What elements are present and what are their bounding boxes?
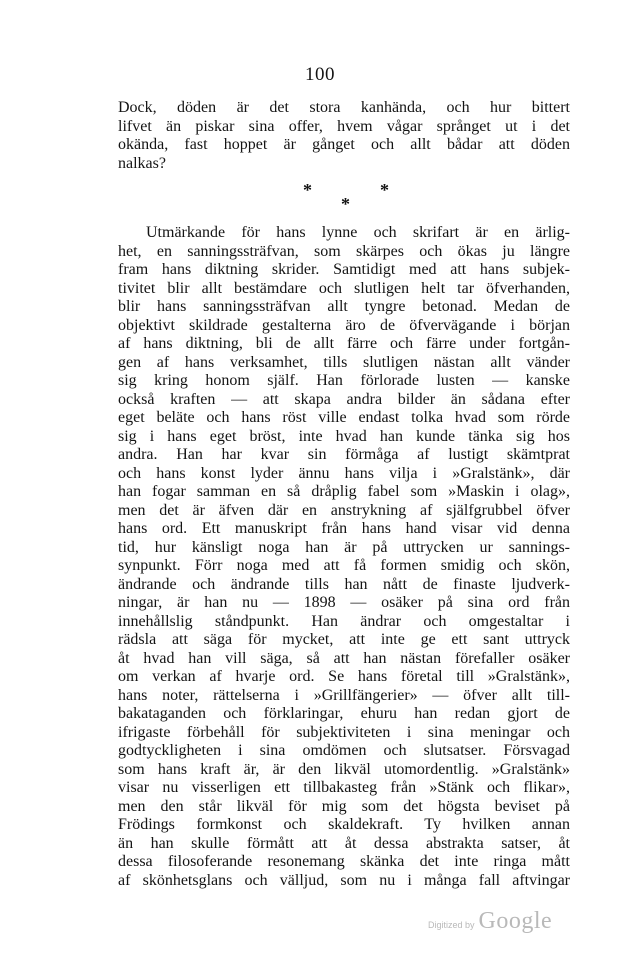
text-line: sig kring honom själf. Han förlorade lusten — kanske: [118, 372, 570, 389]
text-line: gen af hans verksamhet, tills slutligen nästan allt vänder: [118, 353, 570, 371]
text-line: bakataganden och förklaringar, ehuru han redan gjort de: [118, 705, 570, 722]
text-line: Dock, döden är det stora kanhända, och hur bittert: [118, 99, 570, 116]
asterisk: *: [303, 180, 312, 200]
text-line: men den står likväl för mig som det högsta beviset på: [118, 797, 570, 815]
text-line: synpunkt. Förr noga med att få formen smidig och skön,: [118, 557, 570, 574]
text-line: fram hans diktning skrider. Samtidigt med att hans subjek-: [118, 261, 570, 278]
text-line: hans ord. Ett manuskript från hans hand visar vid denna: [118, 520, 570, 537]
text-line: blir hans sanningssträfvan allt tyngre betonad. Medan de: [118, 298, 570, 315]
digitized-watermark: [428, 908, 552, 935]
paragraph-2: [118, 224, 570, 890]
text-line: som hans kraft är, är den likväl utomordentlig. »Gralstänk»: [118, 760, 570, 778]
text-line: tid, hur känsligt noga han är på uttrycken ur sannings-: [118, 538, 570, 556]
text-line: hans noter, rättelserna i »Grillfängerier» — öfver allt till-: [118, 686, 570, 704]
text-line: godtyckligheten i sina omdömen och slutsatser. Försvagad: [118, 742, 570, 759]
text-line: om verkan af hvarje ord. Se hans företal till »Gralstänk»,: [118, 668, 570, 685]
text-line: nalkas?: [118, 154, 166, 172]
text-line: andra. Han har kvar sin förmåga af lustigt skämtprat: [118, 446, 570, 463]
watermark-prefix: Digitized by: [428, 920, 475, 930]
text-line: än han skulle förmått att åt dessa abstrakta satser, åt: [118, 834, 570, 852]
google-logo: Google: [478, 908, 553, 934]
text-line: eget beläte och hans röst ville endast tolka hvad som rörde: [118, 409, 570, 426]
text-line: Utmärkande för hans lynne och skrifart är en ärlig-: [146, 224, 570, 241]
text-line: han fogar samman en så dråplig fabel som »Maskin i olag»,: [118, 483, 570, 500]
text-line: och hans konst lyder ännu hans vilja i »Gralstänk», där: [118, 464, 570, 482]
text-line: af hans diktning, bli de allt färre och färre under fortgån-: [118, 335, 570, 352]
text-line: ändrande och ändrande tills han nått de finaste ljudverk-: [118, 575, 570, 593]
text-line: lifvet än piskar sina offer, hvem vågar språnget ut i det: [118, 117, 570, 135]
page-number: 100: [305, 64, 335, 85]
text-line: het, en sanningssträfvan, som skärpes och ökas ju längre: [118, 242, 570, 260]
section-divider: [0, 180, 640, 214]
text-line: objektivt skildrade gestalterna äro de öfvervägande i början: [118, 316, 570, 334]
text-line: ningar, är han nu — 1898 — osäker på sina ord från: [118, 594, 570, 611]
asterisk: *: [380, 180, 389, 200]
text-line: rädsla att säga för mycket, att inte ge ett sant uttryck: [118, 631, 570, 648]
text-line: okända, fast hoppet är gånget och allt bådar att döden: [118, 136, 570, 153]
text-line: men det är äfven där en anstrykning af själfgrubbel öfver: [118, 501, 570, 519]
paragraph-1: [118, 99, 570, 173]
asterisk: *: [341, 194, 350, 214]
text-line: tivitet blir allt bestämdare och slutligen helt tar öfverhanden,: [118, 279, 570, 297]
text-line: ifrigaste förbehåll för subjektiviteten i sina meningar och: [118, 723, 570, 741]
text-line: af skönhetsglans och välljud, som nu i många fall aftvingar: [118, 871, 570, 889]
text-line: dessa filosoferande resonemang skänka det inte ringa mått: [118, 853, 570, 870]
text-line: innehållslig ståndpunkt. Han ändrar och omgestaltar i: [118, 612, 570, 630]
text-line: åt hvad han vill säga, så att han nästan förefaller osäker: [118, 649, 570, 667]
text-line: också kraften — att skapa andra bilder än sådana efter: [118, 390, 570, 408]
text-line: Frödings formkonst och skaldekraft. Ty hvilken annan: [118, 816, 570, 833]
text-line: visar nu visserligen ett tillbakasteg från »Stänk och flikar»,: [118, 779, 570, 796]
text-line: sig i hans eget bröst, inte hvad han kunde tänka sig hos: [118, 427, 570, 445]
